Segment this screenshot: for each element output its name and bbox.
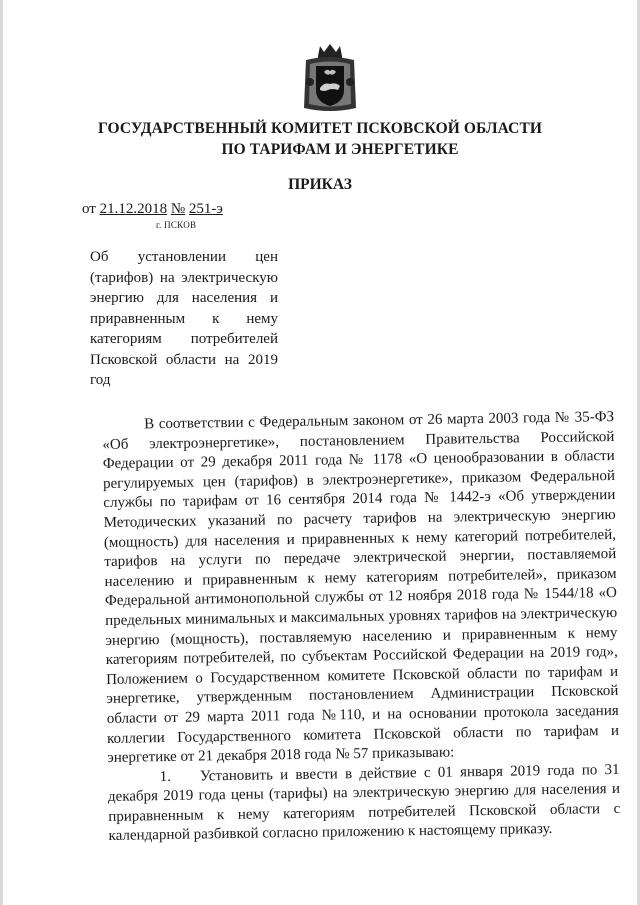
document-type: ПРИКАЗ	[288, 176, 352, 193]
order-subject: Об установлении цен (тарифов) на электрическую энергию для населения и приравненным к нему категориям потребителей Псковской области на 2019 год	[90, 249, 278, 388]
order-date: 21.12.2018	[99, 201, 168, 217]
organization-name	[0, 118, 640, 160]
pskov-coat-of-arms-icon	[300, 42, 360, 114]
organization-name-line2: ПО ТАРИФАМ И ЭНЕРГЕТИКЕ	[221, 141, 459, 158]
organization-name-line1: ГОСУДАРСТВЕННЫЙ КОМИТЕТ ПСКОВСКОЙ ОБЛАСТИ	[97, 120, 543, 137]
order-reference	[82, 201, 223, 218]
order-number-sign: №	[170, 201, 186, 217]
order-city: г. ПСКОВ	[156, 220, 197, 230]
order-number: 251-э	[188, 201, 223, 217]
order-body	[102, 408, 621, 847]
order-preamble: В соответствии с Федеральным законом от 26 марта 2003 года № 35-ФЗ «Об электроэнергетике», постановлением Правительства Российской Федерации от 29 декабря 2011 года № 1178 «О ценообразовании в области регулируемых цен (тарифов) в электроэнергетике», приказом Федеральной службы по тарифам от 16 сентября 2014 года № 1442-э «Об утверждении Методических указаний по расчету тарифов на электрическую энергию (мощность) для населения и приравненных к нему категорий потребителей, тарифов на услуги по передаче электрической энергии, поставляемой населению и приравненным к нему категориям потребителей», приказом Федеральной антимонопольной службы от 12 ноября 2018 года № 1544/18 «О предельных минимальных и максимальных уровнях тарифов на электрическую энергию (мощность), поставляемую населению и приравненным к нему категориям потребителей, по субъектам Российской Федерации на 2019 год», Положением о Государственном комитете Псковской области по тарифам и энергетике, утвержденным постановлением Администрации Псковской области от 29 марта 2011 года №110, и на основании протокола заседания коллегии Государственного комитета Псковской области по тарифам и энергетике от 21 декабря 2018 года № 57 приказываю:	[102, 408, 620, 767]
order-item-1: 1. Установить и ввести в действие с 01 января 2019 года по 31 декабря 2019 года цены (тарифы) на электрическую энергию для населения и приравненным к нему категориям потребителей Псковской области с календарной разбивкой согласно приложению к настоящему приказу.	[107, 761, 621, 845]
order-prefix: от	[82, 201, 96, 217]
